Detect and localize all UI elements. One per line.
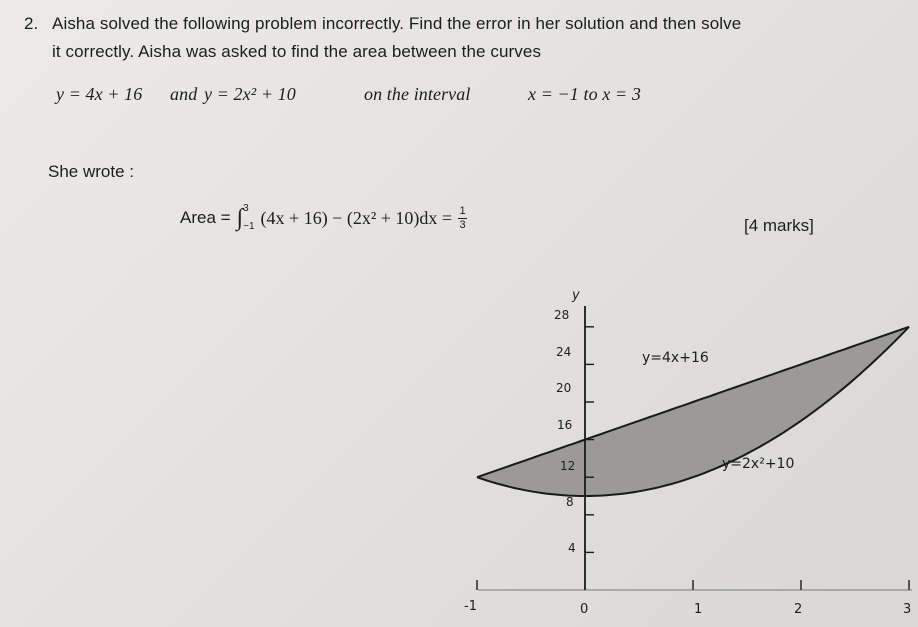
y-tick-marks xyxy=(585,327,594,553)
y-tick-label-8: 8 xyxy=(566,495,574,509)
y-tick-label-12: 12 xyxy=(560,459,576,473)
marks-label: [4 marks] xyxy=(744,216,814,235)
area-label: Area = xyxy=(180,208,231,227)
y-tick-label-24: 24 xyxy=(556,345,572,359)
and-text: and xyxy=(170,84,198,104)
result-numerator: 1 xyxy=(459,204,466,217)
she-wrote-label: She wrote : xyxy=(48,162,134,181)
interval-value: x = −1 to x = 3 xyxy=(528,84,641,104)
y-tick-label-16: 16 xyxy=(557,418,573,432)
interval-text: on the interval xyxy=(364,84,471,104)
x-tick-marks xyxy=(477,580,909,590)
x-tick-label-neg1: -1 xyxy=(464,599,477,614)
line-label: y=4x+16 xyxy=(642,350,709,366)
equation-line: y = 4x + 16 xyxy=(56,84,143,104)
lower-limit: −1 xyxy=(243,221,255,232)
parabola-label: y=2x²+10 xyxy=(722,456,795,472)
result-denominator: 3 xyxy=(459,218,466,231)
question-text-line-1: Aisha solved the following problem incorrectly. Find the error in her solution and then solve xyxy=(52,14,742,33)
x-tick-label-0: 0 xyxy=(580,602,589,617)
equation-parabola: y = 2x² + 10 xyxy=(204,84,296,104)
integrand: (4x + 16) − (2x² + 10)dx = xyxy=(260,207,453,228)
y-tick-label-28: 28 xyxy=(554,308,570,322)
x-tick-label-1: 1 xyxy=(694,602,703,617)
question-text-line-2: it correctly. Aisha was asked to find the area between the curves xyxy=(52,42,542,61)
x-tick-label-2: 2 xyxy=(794,602,803,617)
y-tick-label-4: 4 xyxy=(568,541,576,555)
y-axis-label: y xyxy=(572,288,580,303)
y-tick-label-20: 20 xyxy=(556,381,572,395)
upper-limit: 3 xyxy=(243,203,249,214)
x-tick-label-3: 3 xyxy=(903,602,912,617)
question-number: 2. xyxy=(24,14,39,33)
integral-sign-icon: ∫ xyxy=(236,204,244,231)
